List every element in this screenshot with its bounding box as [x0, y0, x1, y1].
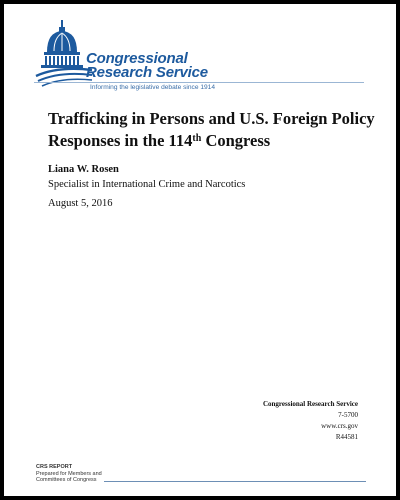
logo-name-line1: Congressional [86, 50, 188, 67]
footer-line1: Prepared for Members and [36, 470, 102, 477]
footer-divider [104, 481, 366, 482]
logo-wordmark [86, 52, 208, 80]
report-date: August 5, 2016 [48, 198, 113, 209]
logo-name-line2: Research Service [86, 64, 208, 81]
title-main: Trafficking in Persons and U.S. Foreign Policy Responses in the 114 [48, 109, 375, 150]
info-report-number: R44581 [335, 433, 358, 441]
footer-label: CRS REPORT [36, 464, 73, 470]
footer-line2: Committees of Congress [36, 477, 97, 483]
header-divider [34, 82, 364, 83]
info-organization: Congressional Research Service [262, 400, 358, 408]
author-role: Specialist in International Crime and Narcotics [48, 179, 246, 190]
title-superscript: th [192, 133, 202, 144]
capitol-dome-icon [34, 18, 94, 90]
footer-crs-report [36, 464, 102, 484]
info-website: www.crs.gov [321, 422, 358, 430]
report-title [48, 108, 378, 152]
info-phone: 7-5700 [338, 411, 358, 419]
logo-tagline: Informing the legislative debate since 1914 [90, 84, 215, 91]
title-end: Congress [201, 131, 271, 150]
report-info-block [263, 399, 358, 443]
author-name: Liana W. Rosen [48, 164, 119, 175]
crs-logo [34, 18, 274, 90]
